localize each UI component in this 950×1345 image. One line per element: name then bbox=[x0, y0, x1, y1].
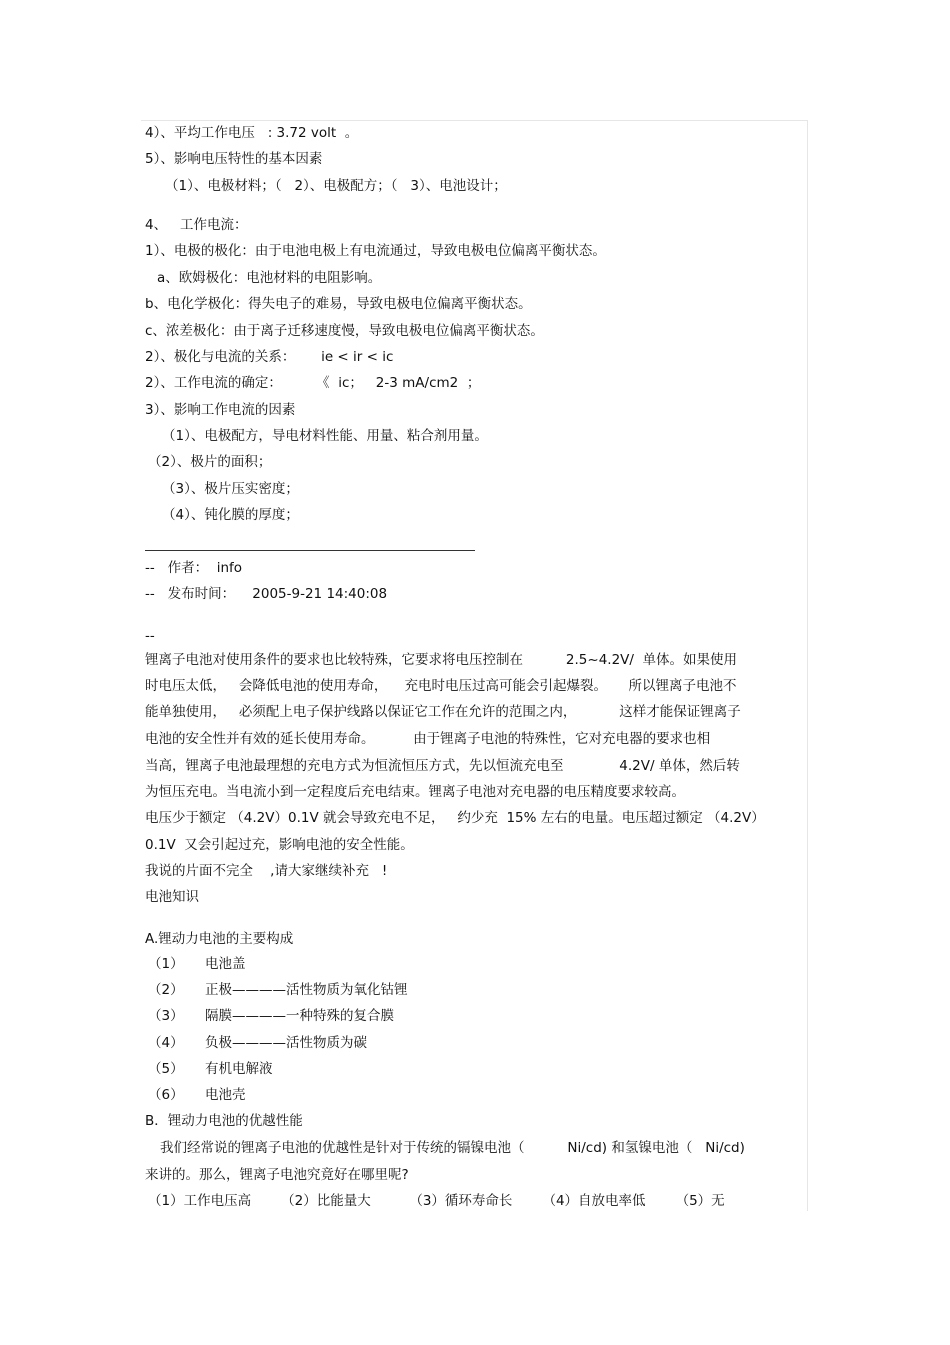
text-line: 1）、电极的极化：由于电池电极上有电流通过，导致电极电位偏离平衡状态。 bbox=[145, 243, 606, 259]
paragraph-line: 电池知识 bbox=[145, 889, 199, 905]
text-line: （1）、电极材料；（ 2）、电极配方；（ 3）、电池设计； bbox=[165, 178, 507, 194]
divider-line bbox=[145, 550, 475, 551]
paragraph-line: 能单独使用， 必须配上电子保护线路以保证它工作在允许的范围之内， 这样才能保证锂离子 bbox=[145, 704, 741, 720]
paragraph-line: 来讲的。那么，锂离子电池究竟好在哪里呢? bbox=[145, 1167, 409, 1183]
text-line: a、欧姆极化：电池材料的电阻影响。 bbox=[157, 270, 382, 286]
list-item: （3） 隔膜————一种特殊的复合膜 bbox=[148, 1008, 395, 1024]
paragraph-line: 当高，锂离子电池最理想的充电方式为恒流恒压方式，先以恒流充电至 4.2V/ 单体，然后转 bbox=[145, 758, 740, 774]
text-line: （3）、极片压实密度； bbox=[162, 481, 299, 497]
text-line: b、电化学极化：得失电子的难易，导致电极电位偏离平衡状态。 bbox=[145, 296, 532, 312]
list-item: （5） 有机电解液 bbox=[148, 1061, 273, 1077]
publish-time-line: -- 发布时间： 2005-9-21 14:40:08 bbox=[145, 586, 388, 602]
text-line: （4）、钝化膜的厚度； bbox=[162, 507, 299, 523]
author-line: -- 作者： info bbox=[145, 560, 243, 576]
paragraph-line: 电池的安全性并有效的延长使用寿命。 由于锂离子电池的特殊性，它对充电器的要求也相 bbox=[145, 731, 711, 747]
paragraph-line: 我说的片面不完全 ,请大家继续补充 ! bbox=[145, 863, 388, 879]
paragraph-line: 时电压太低， 会降低电池的使用寿命， 充电时电压过高可能会引起爆裂。 所以锂离子电池不 bbox=[145, 678, 737, 694]
paragraph-line: 我们经常说的锂离子电池的优越性是针对于传统的镉镍电池（ Ni/cd) 和氢镍电池（ Ni/cd) bbox=[160, 1140, 745, 1156]
text-line: （2）、极片的面积； bbox=[148, 454, 272, 470]
text-line: （1）、电极配方，导电材料性能、用量、粘合剂用量。 bbox=[162, 428, 488, 444]
paragraph-line: 锂离子电池对使用条件的要求也比较特殊，它要求将电压控制在 2.5~4.2V/ 单体。如果使用 bbox=[145, 652, 738, 668]
list-item: （4） 负极————活性物质为碳 bbox=[148, 1035, 368, 1051]
paragraph-line: 电压少于额定 （4.2V）0.1V 就会导致充电不足， 约少充 15% 左右的电量。电压超过额定 （4.2V） bbox=[145, 810, 765, 826]
text-line: 4）、平均工作电压 : 3.72 volt 。 bbox=[145, 125, 359, 141]
section-heading: A.锂动力电池的主要构成 bbox=[145, 931, 294, 947]
text-line: 3）、影响工作电流的因素 bbox=[145, 402, 296, 418]
text-line: -- bbox=[145, 628, 155, 644]
paragraph-line: 为恒压充电。当电流小到一定程度后充电结束。锂离子电池对充电器的电压精度要求较高。 bbox=[145, 784, 685, 800]
section-heading: B．锂动力电池的优越性能 bbox=[145, 1113, 303, 1129]
text-line: c、浓差极化：由于离子迁移速度慢，导致电极电位偏离平衡状态。 bbox=[145, 323, 544, 339]
paragraph-line: 0.1V 又会引起过充，影响电池的安全性能。 bbox=[145, 837, 414, 853]
list-item: （6） 电池壳 bbox=[148, 1087, 246, 1103]
section-heading: 4、 工作电流： bbox=[145, 217, 248, 233]
paragraph-line: （1）工作电压高 （2）比能量大 （3）循环寿命长 （4）自放电率低 （5）无 bbox=[148, 1193, 725, 1209]
text-line: 5）、影响电压特性的基本因素 bbox=[145, 151, 323, 167]
text-line: 2）、极化与电流的关系： ie < ir < ic bbox=[145, 349, 394, 365]
list-item: （2） 正极————活性物质为氧化钴锂 bbox=[148, 982, 408, 998]
text-line: 2）、工作电流的确定： 《 ic； 2-3 mA/cm2 ； bbox=[145, 375, 481, 391]
list-item: （1） 电池盖 bbox=[148, 956, 246, 972]
